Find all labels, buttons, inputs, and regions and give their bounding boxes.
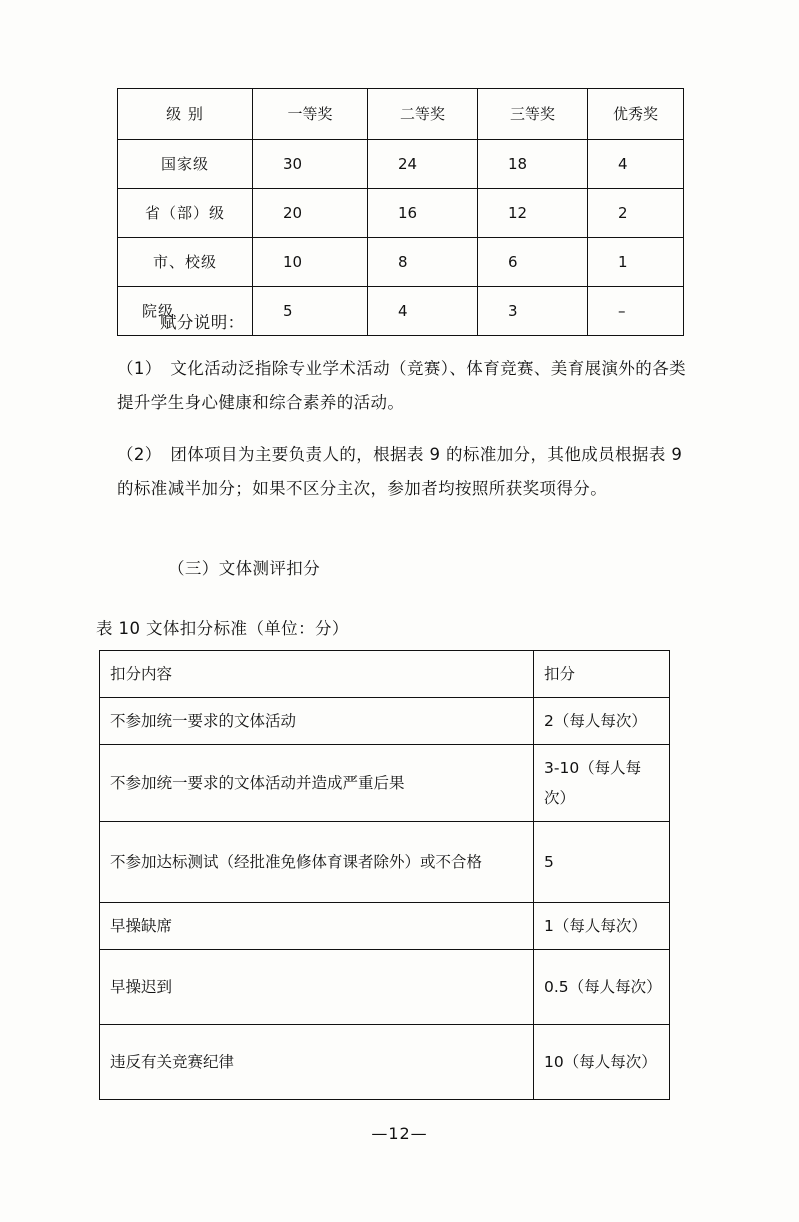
row-level: 国家级 [118,140,253,189]
cell-third: 12 [478,189,588,238]
table-row [100,822,670,903]
deduction-standard-table [99,650,670,1100]
note-item-1: （1） 文化活动泛指除专业学术活动（竞赛）、体育竞赛、美育展演外的各类提升学生身心健康和综合素养的活动。 [117,359,686,412]
cell-excellent: 2 [588,189,684,238]
cell-excellent: – [588,287,684,336]
section-heading-3: （三）文体测评扣分 [168,559,321,578]
cell-score: 2（每人每次） [534,698,670,745]
header-second-prize: 二等奖 [368,89,478,140]
table-header-row [100,651,670,698]
cell-score: 1（每人每次） [534,903,670,950]
cell-first: 5 [253,287,368,336]
cell-first: 10 [253,238,368,287]
table-row [118,238,684,287]
header-level: 级 别 [118,89,253,140]
cell-excellent: 4 [588,140,684,189]
header-deduction-score: 扣分 [534,651,670,698]
cell-score: 0.5（每人每次） [534,950,670,1025]
table-row [118,140,684,189]
table-row [100,1025,670,1100]
table-row [100,745,670,822]
table-row [118,189,684,238]
header-first-prize: 一等奖 [253,89,368,140]
table-row [100,903,670,950]
header-deduction-content: 扣分内容 [100,651,534,698]
row-level: 省（部）级 [118,189,253,238]
row-level: 院级 [118,287,253,336]
table-row [100,698,670,745]
cell-second: 8 [368,238,478,287]
table-row [100,950,670,1025]
cell-first: 30 [253,140,368,189]
cell-content: 不参加达标测试（经批准免修体育课者除外）或不合格 [100,822,534,903]
cell-second: 4 [368,287,478,336]
cell-content: 不参加统一要求的文体活动 [100,698,534,745]
scoring-note-label: 赋分说明： [160,313,245,332]
table-header-row [118,89,684,140]
cell-content: 不参加统一要求的文体活动并造成严重后果 [100,745,534,822]
cell-content: 早操缺席 [100,903,534,950]
header-third-prize: 三等奖 [478,89,588,140]
cell-score: 3-10（每人每次） [534,745,670,822]
cell-third: 6 [478,238,588,287]
cell-score: 5 [534,822,670,903]
cell-second: 24 [368,140,478,189]
cell-excellent: 1 [588,238,684,287]
cell-second: 16 [368,189,478,238]
cell-third: 18 [478,140,588,189]
awards-score-table [117,88,684,336]
cell-third: 3 [478,287,588,336]
row-level: 市、校级 [118,238,253,287]
cell-first: 20 [253,189,368,238]
cell-content: 违反有关竞赛纪律 [100,1025,534,1100]
note-item-2: （2） 团体项目为主要负责人的，根据表 9 的标准加分，其他成员根据表 9 的标准减半加分；如果不区分主次，参加者均按照所获奖项得分。 [117,445,683,498]
cell-content: 早操迟到 [100,950,534,1025]
table10-caption: 表 10 文体扣分标准（单位：分） [96,619,349,638]
page-number: —12— [371,1124,428,1143]
cell-score: 10（每人每次） [534,1025,670,1100]
header-excellent-prize: 优秀奖 [588,89,684,140]
